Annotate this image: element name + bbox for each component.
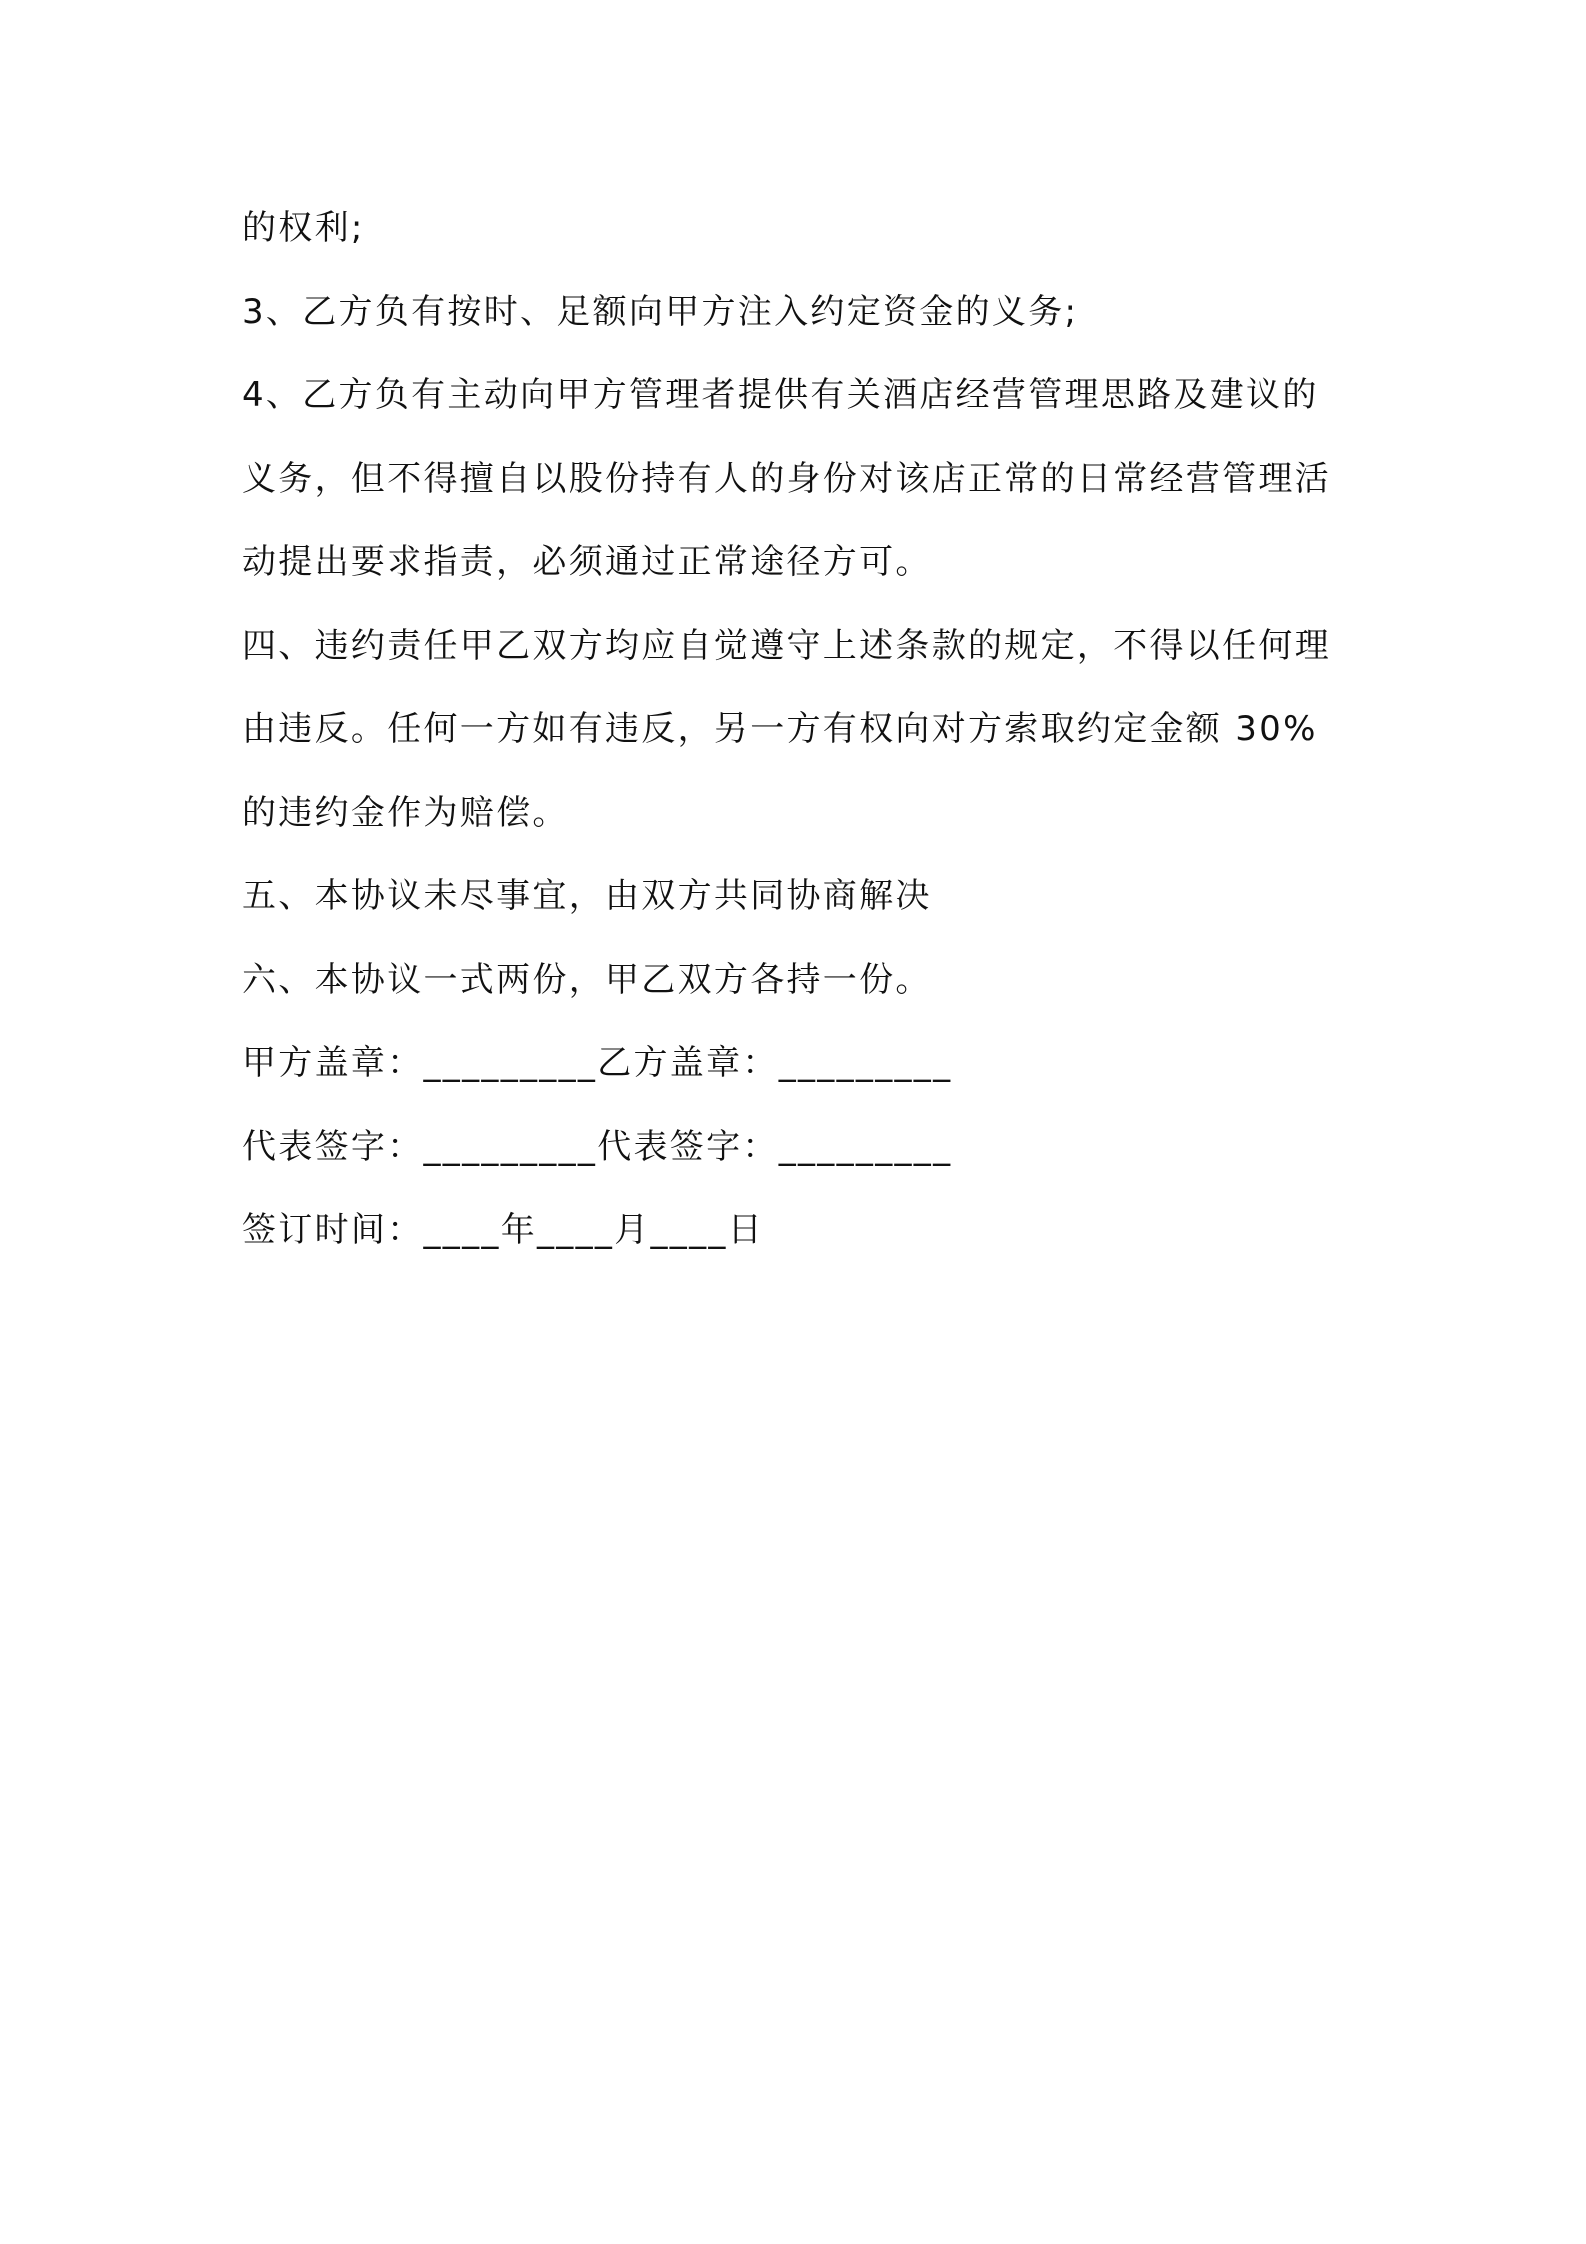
section-4-end: 的违约金作为赔偿。: [242, 792, 569, 833]
section-5-unsettled-matters: 五、本协议未尽事宜，由双方共同协商解决: [242, 876, 932, 916]
signature-line: 代表签字：_________代表签字：_________: [242, 1126, 953, 1167]
text-line-rights: 的权利;: [242, 208, 365, 248]
signing-date-line: 签订时间：____年____月____日: [242, 1210, 764, 1250]
clause-4-continued: 义务，但不得擅自以股份持有人的身份对该店正常的日常经营管理活: [242, 458, 1331, 499]
document-body: [242, 198, 1362, 1284]
clause-4-end: 动提出要求指责，必须通过正常途径方可。: [242, 542, 932, 582]
section-6-copies: 六、本协议一式两份，甲乙双方各持一份。: [242, 959, 932, 1000]
seal-line: 甲方盖章：_________乙方盖章：_________: [242, 1043, 953, 1083]
clause-3-funding-obligation: 3、乙方负有按时、足额向甲方注入约定资金的义务;: [242, 291, 1079, 332]
clause-4-advice-obligation: 4、乙方负有主动向甲方管理者提供有关酒店经营管理思路及建议的: [242, 375, 1319, 415]
section-4-breach-liability: 四、违约责任甲乙双方均应自觉遵守上述条款的规定，不得以任何理: [242, 625, 1331, 666]
section-4-continued: 由违反。任何一方如有违反，另一方有权向对方索取约定金额 30%: [242, 709, 1318, 749]
